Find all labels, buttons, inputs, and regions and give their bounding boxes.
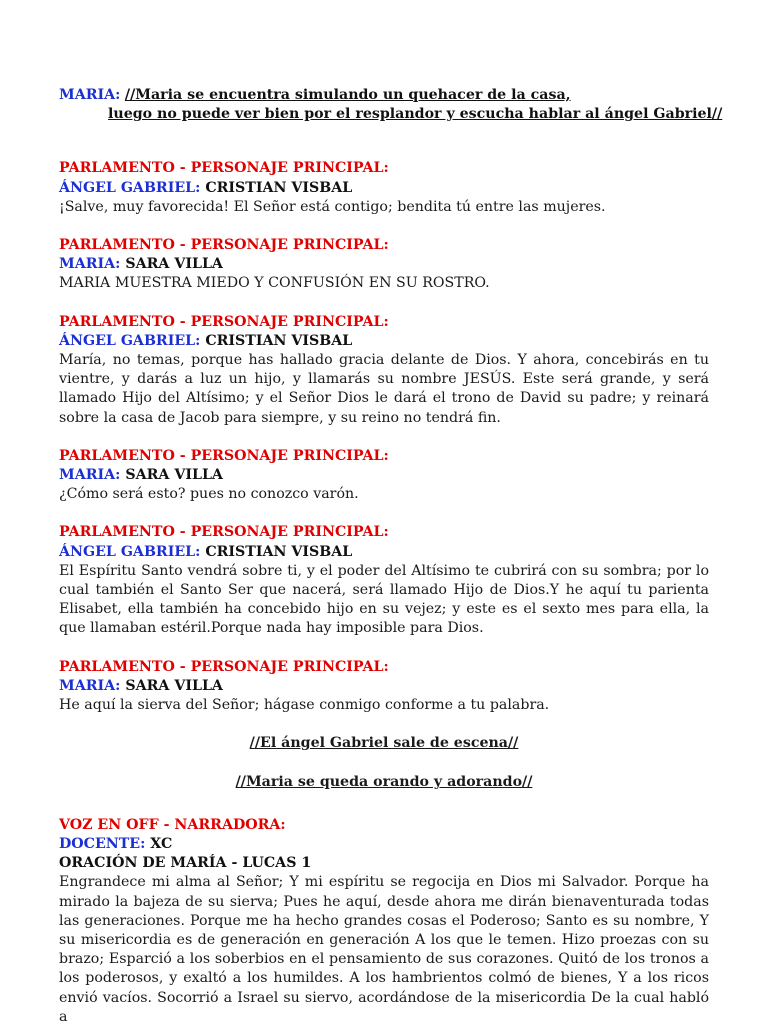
narrator-heading: VOZ EN OFF - NARRADORA:: [59, 816, 286, 833]
dialogue-block: [59, 159, 709, 217]
character-name: ÁNGEL GABRIEL:: [59, 543, 201, 560]
intro-direction: [59, 86, 723, 124]
actor-name: SARA VILLA: [120, 677, 223, 694]
stage-direction-prayer: //Maria se queda orando y adorando//: [235, 774, 533, 791]
character-name: MARIA:: [59, 467, 121, 484]
character-name: ÁNGEL GABRIEL:: [59, 179, 201, 196]
narrator-block: [59, 816, 709, 1027]
dialogue-block: [59, 236, 709, 294]
prayer-title: ORACIÓN DE MARÍA - LUCAS 1: [59, 855, 312, 872]
narrator-role: DOCENTE:: [59, 835, 146, 852]
dialogue-text: ¡Salve, muy favorecida! El Señor está contigo; bendita tú entre las mujeres.: [59, 198, 606, 215]
block-heading: PARLAMENTO - PERSONAJE PRINCIPAL:: [59, 447, 389, 464]
dialogue-text: He aquí la sierva del Señor; hágase conmigo conforme a tu palabra.: [59, 697, 550, 714]
actor-name: CRISTIAN VISBAL: [200, 179, 353, 196]
actor-name: CRISTIAN VISBAL: [200, 332, 353, 349]
dialogue-text: María, no temas, porque has hallado gracia delante de Dios. Y ahora, concebirás en tu vientre, y darás a luz un hijo, y llamarás su nombre JESÚS. Este será grande, y será llamado Hijo del Altísimo; y el Señor Dios le dará el trono de David su padre; y reinará sobre la casa de Jacob para siempre, y su reino no tendrá fin.: [59, 352, 709, 426]
prayer-text: Engrandece mi alma al Señor; Y mi espíritu se regocija en Dios mi Salvador. Porque ha mirado la bajeza de su sierva; Pues he aquí, desde ahora me dirán bienaventurada todas las generaciones. Porque me ha hecho grandes cosas el Poderoso; Santo es su nombre, Y su misericordia es de generación en generación A los que le temen. Hizo proezas con su brazo; Esparció a los soberbios en el pensamiento de sus corazones. Quitó de los tronos a los poderosos, y exaltó a los humildes. A los hambrientos colmó de bienes, Y a los ricos envió vacíos. Socorrió a Israel su siervo, acordándose de la misericordia De la cual habló a: [59, 874, 709, 1025]
block-heading: PARLAMENTO - PERSONAJE PRINCIPAL:: [59, 313, 389, 330]
dialogue-text: ¿Cómo será esto? pues no conozco varón.: [59, 486, 359, 503]
intro-speaker: MARIA:: [59, 87, 121, 103]
block-heading: PARLAMENTO - PERSONAJE PRINCIPAL:: [59, 658, 389, 675]
dialogue-block: [59, 447, 709, 505]
block-heading: PARLAMENTO - PERSONAJE PRINCIPAL:: [59, 524, 389, 541]
character-name: ÁNGEL GABRIEL:: [59, 332, 201, 349]
dialogue-block: [59, 658, 709, 716]
character-name: MARIA:: [59, 677, 121, 694]
dialogue-text: El Espíritu Santo vendrá sobre ti, y el poder del Altísimo te cubrirá con su sombra; por lo cual también el Santo Ser que nacerá, será llamado Hijo de Dios.Y he aquí tu parienta Elisabet, ella también ha concebido hijo en su vejez; y este es el sexto mes para ella, la que llamaban estéril.Porque nada hay imposible para Dios.: [59, 562, 709, 637]
actor-name: SARA VILLA: [120, 467, 223, 484]
narrator-actor: XC: [145, 835, 173, 852]
intro-direction-line-1: //Maria se encuentra simulando un quehacer de la casa,: [124, 87, 571, 103]
dialogue-text: MARIA MUESTRA MIEDO Y CONFUSIÓN EN SU ROSTRO.: [59, 275, 490, 292]
block-heading: PARLAMENTO - PERSONAJE PRINCIPAL:: [59, 160, 389, 177]
block-heading: PARLAMENTO - PERSONAJE PRINCIPAL:: [59, 237, 389, 254]
actor-name: CRISTIAN VISBAL: [200, 543, 353, 560]
dialogue-block: [59, 313, 709, 428]
actor-name: SARA VILLA: [120, 256, 223, 273]
character-name: MARIA:: [59, 256, 121, 273]
intro-direction-line-2: luego no puede ver bien por el resplandor y escucha hablar al ángel Gabriel//: [108, 106, 723, 123]
stage-direction-exit: //El ángel Gabriel sale de escena//: [249, 735, 519, 752]
dialogue-block: [59, 523, 709, 638]
